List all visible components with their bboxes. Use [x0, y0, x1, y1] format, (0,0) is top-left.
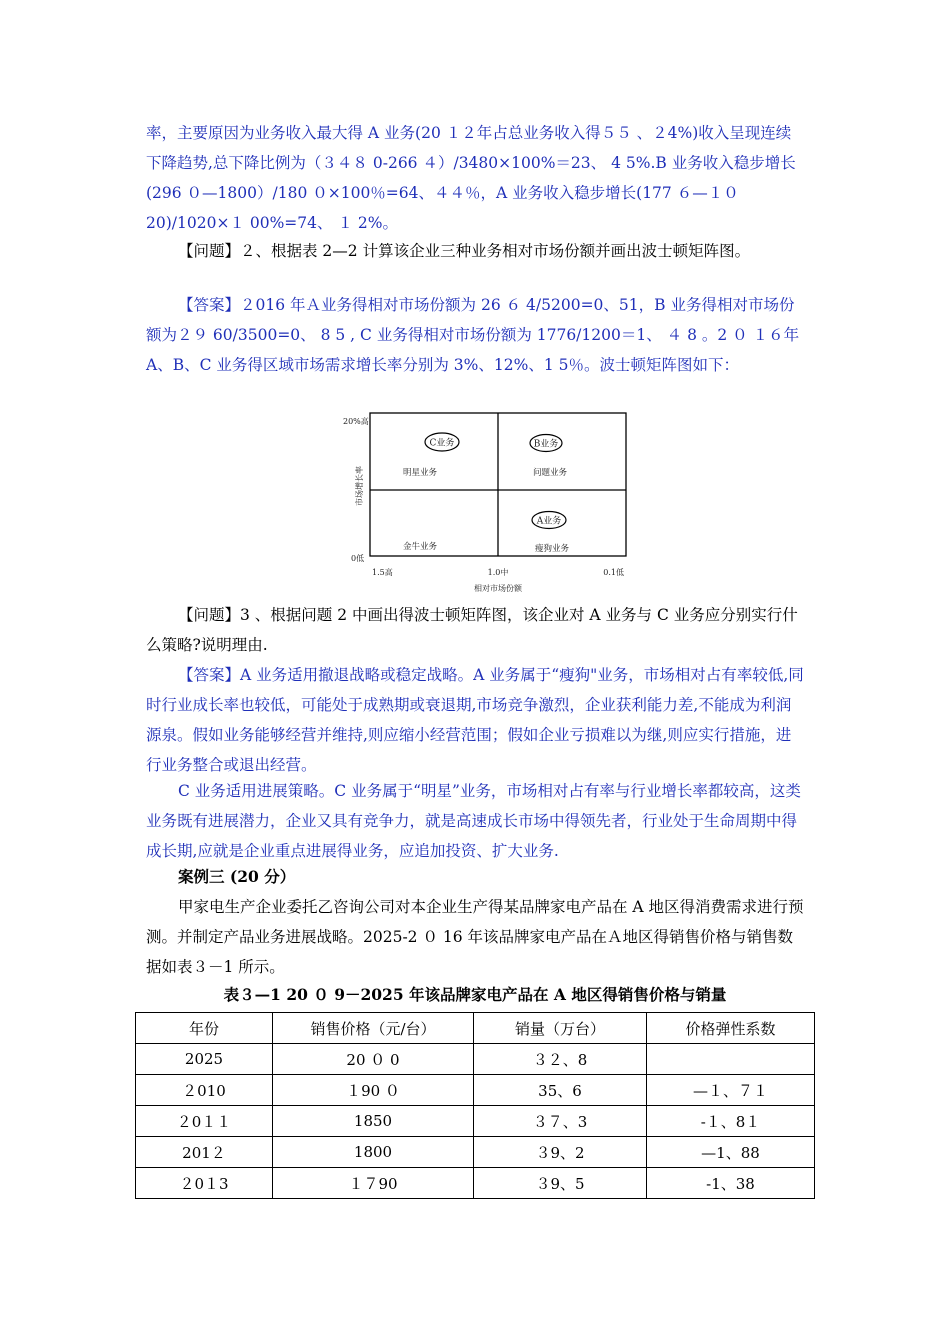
cell-elasticity: [647, 1044, 815, 1075]
quadrant-question: 问题业务: [532, 468, 568, 478]
cell-elasticity: -1、38: [647, 1168, 815, 1199]
case-3-heading: 案例三 (20 分）: [178, 867, 296, 886]
answer-2-text: ２016 年Ａ业务得相对市场份额为 26 ６ 4/5200=0、51，B 业务得相对市场份额为２９ 60/3500=0、 8 5 , C 业务得相对市场份额为 1776/1200＝1、 ４ 8 。2 ０ １６年 A、B、C 业务得区域市场需求增长率分别为 3%、12%、1 5％。波士顿矩阵图如下：: [146, 296, 800, 374]
table-row: [136, 1106, 815, 1137]
cell-year: 2025: [136, 1044, 273, 1075]
sales-table: [135, 1012, 815, 1199]
cell-elasticity: —１、７１: [647, 1075, 815, 1106]
x-axis-label: 相对市场份额: [474, 584, 522, 593]
cell-price: 1850: [273, 1106, 474, 1137]
table-header-row: [136, 1013, 815, 1044]
bubble-b-label: B业务: [533, 439, 559, 450]
question-3: 【问题】3 、根据问题 2 中画出得波士顿矩阵图，该企业对 A 业务与 C 业务应分别实行什么策略?说明理由.: [146, 606, 798, 654]
answer-3: [146, 660, 806, 780]
bubble-c-label: C业务: [429, 438, 455, 449]
y-bottom-label: 0低: [351, 554, 365, 563]
y-top-label: 20%高: [343, 417, 369, 426]
cell-year: ２010: [136, 1075, 273, 1106]
quadrant-star: 明星业务: [402, 468, 438, 478]
paragraph-revenue-analysis: 率，主要原因为业务收入最大得 A 业务(20 １２年占总业务收入得５５ 、２4%)收入呈现连续下降趋势,总下降比例为（３４８ 0-266 ４）/3480×100%＝23、 4 5%.B 业务收入稳步增长(296 ０—1800）/180 ０×100％=64、４４％，A 业务收入稳步增长(177 ６—１０ 20)/1020×１ 00%=74、 １ 2%。: [146, 124, 796, 232]
table-row: [136, 1044, 815, 1075]
cell-volume: 35、6: [474, 1075, 647, 1106]
answer-label: 【答案】: [178, 666, 241, 684]
cell-elasticity: -１、8１: [647, 1106, 815, 1137]
answer-3-text: A 业务适用撤退战略或稳定战略。A 业务属于“瘦狗"业务，市场相对占有率较低,同时行业成长率也较低，可能处于成熟期或衰退期,市场竞争激烈，企业获利能力差,不能成为利润源泉。假如业务能够经营并维持,则应缩小经营范围；假如企业亏损难以为继,则应实行措施，进行业务整合或退出经营。: [146, 666, 804, 774]
x-left-label: 1.5高: [372, 568, 393, 577]
x-right-label: 0.1低: [603, 568, 624, 577]
cell-volume: ３9、5: [474, 1168, 647, 1199]
cell-year: ２0１１: [136, 1106, 273, 1137]
header-elasticity: 价格弹性系数: [647, 1013, 815, 1044]
question-2: 【问题】２、根据表 2—2 计算该企业三种业务相对市场份额并画出波士顿矩阵图。: [178, 242, 751, 260]
quadrant-dog: 瘦狗业务: [534, 544, 570, 554]
cell-volume: ３７、3: [474, 1106, 647, 1137]
cell-price: １90 ０: [273, 1075, 474, 1106]
answer-2: [146, 290, 806, 380]
answer-label: 【答案】: [178, 296, 241, 314]
bubble-a-label: A业务: [536, 516, 562, 527]
table-row: [136, 1075, 815, 1106]
table-row: [136, 1137, 815, 1168]
header-price: 销售价格（元/台）: [273, 1013, 474, 1044]
x-mid-label: 1.0中: [487, 568, 509, 577]
y-axis-label: 市场增长率: [355, 466, 364, 506]
cell-elasticity: —1、88: [647, 1137, 815, 1168]
cell-year: ２0１3: [136, 1168, 273, 1199]
table-title: 表３—1 20 ０ 9－2025 年该品牌家电产品在 A 地区得销售价格与销量: [223, 985, 727, 1004]
header-year: 年份: [136, 1013, 273, 1044]
cell-volume: ３２、8: [474, 1044, 647, 1075]
header-volume: 销量（万台）: [474, 1013, 647, 1044]
cell-volume: ３9、2: [474, 1137, 647, 1168]
bcg-matrix: [340, 408, 640, 600]
cell-price: 1800: [273, 1137, 474, 1168]
cell-year: 201２: [136, 1137, 273, 1168]
case-3-description: 甲家电生产企业委托乙咨询公司对本企业生产得某品牌家电产品在 A 地区得消费需求进行预测。并制定产品业务进展战略。2025-2 ０ 16 年该品牌家电产品在Ａ地区得销售价格与销售数据如表３－1 所示。: [146, 898, 804, 976]
answer-3-c-business: C 业务适用进展策略。C 业务属于“明星”业务，市场相对占有率与行业增长率都较高，这类业务既有进展潜力，企业又具有竞争力，就是高速成长市场中得领先者，行业处于生命周期中得成长期,应就是企业重点进展得业务，应追加投资、扩大业务.: [146, 782, 801, 860]
cell-price: 20 ０ 0: [273, 1044, 474, 1075]
quadrant-cow: 金牛业务: [402, 542, 438, 552]
table-row: [136, 1168, 815, 1199]
cell-price: １７90: [273, 1168, 474, 1199]
